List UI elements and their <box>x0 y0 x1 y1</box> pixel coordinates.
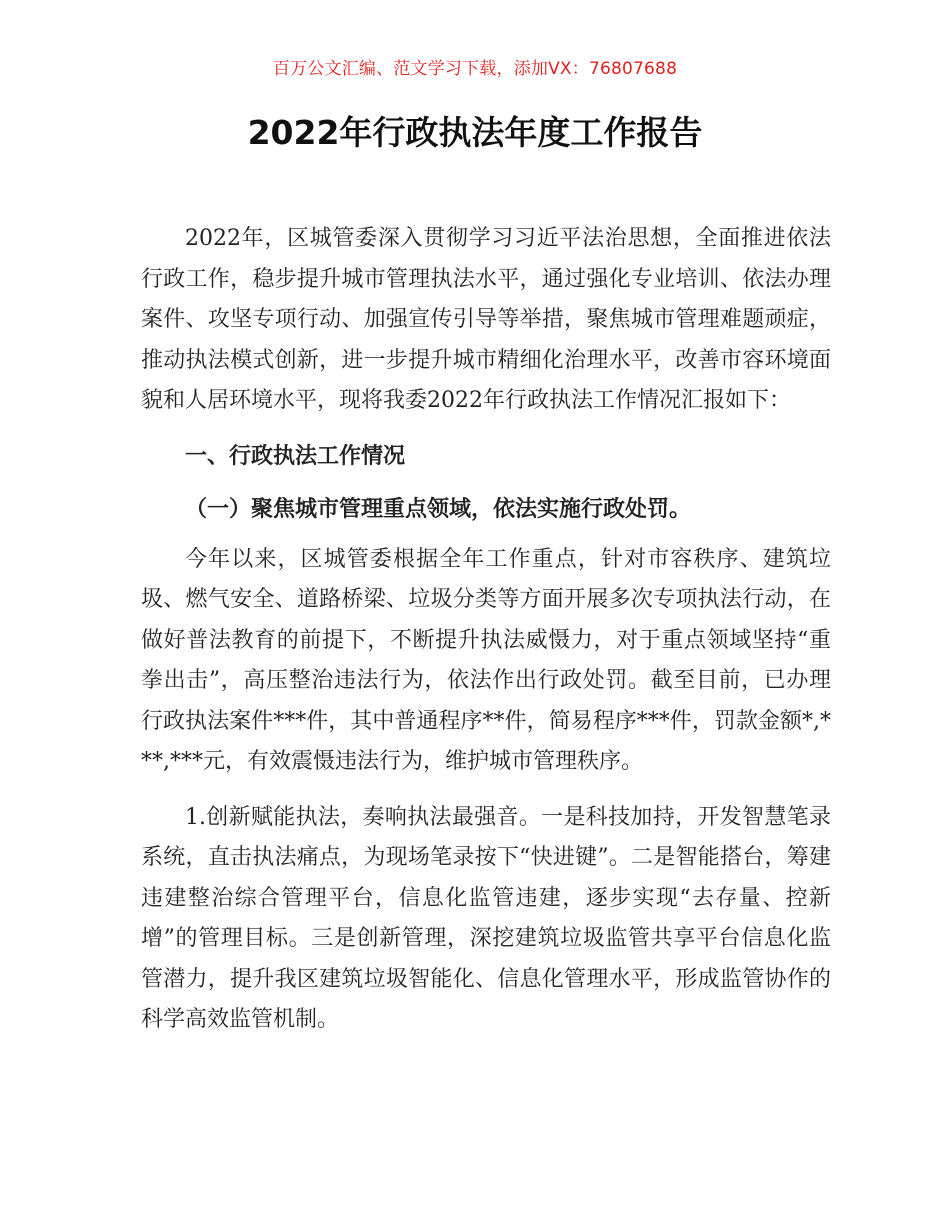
subsection-heading-1: （一）聚焦城市管理重点领域，依法实施行政处罚。 <box>185 496 692 522</box>
section-heading-1: 一、行政执法工作情况 <box>185 443 406 469</box>
document-body <box>141 219 831 1041</box>
header-banner: 百万公文汇编、范文学习下载，添加VX：76807688 <box>272 59 678 79</box>
document-title: 2022年行政执法年度工作报告 <box>247 113 703 152</box>
subsection-paragraph-1: 今年以来，区城管委根据全年工作重点，针对市容秩序、建筑垃圾、燃气安全、道路桥梁、垃圾分类等方面开展多次专项执法行动，在做好普法教育的前提下，不断提升执法威慑力，对于重点领域坚持“重拳出击”，高压整治违法行为，依法作出行政处罚。截至目前，已办理行政执法案件***件，其中普通程序**件，简易程序***件，罚款金额*,***,***元，有效震慑违法行为，维护城市管理秩序。 <box>141 546 831 774</box>
intro-paragraph: 2022年，区城管委深入贯彻学习习近平法治思想，全面推进依法行政工作，稳步提升城市管理执法水平，通过强化专业培训、依法办理案件、攻坚专项行动、加强宣传引导等举措，聚焦城市管理难题顽症，推动执法模式创新，进一步提升城市精细化治理水平，改善市容环境面貌和人居环境水平，现将我委2022年行政执法工作情况汇报如下： <box>141 226 831 413</box>
item-paragraph-1: 1.创新赋能执法，奏响执法最强音。一是科技加持，开发智慧笔录系统，直击执法痛点，为现场笔录按下“快进键”。二是智能搭台，筹建违建整治综合管理平台，信息化监管违建，逐步实现“去存量、控新增”的管理目标。三是创新管理，深挖建筑垃圾监管共享平台信息化监管潜力，提升我区建筑垃圾智能化、信息化管理水平，形成监管协作的科学高效监管机制。 <box>141 804 831 1032</box>
